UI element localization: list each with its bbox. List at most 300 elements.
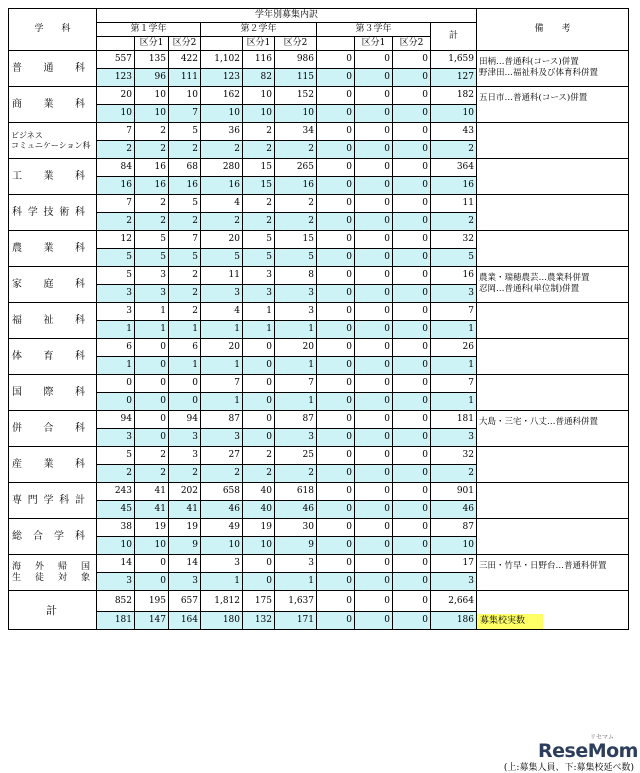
lower-value: 0 (355, 249, 393, 267)
remarks-cell (477, 159, 629, 195)
upper-value: 3 (135, 267, 169, 285)
upper-value: 15 (275, 231, 317, 249)
upper-value: 1,812 (201, 591, 243, 612)
lower-value: 46 (431, 501, 477, 519)
upper-value: 852 (97, 591, 135, 612)
upper-value: 0 (317, 411, 355, 429)
table-row (9, 159, 629, 177)
lower-value: 10 (431, 105, 477, 123)
upper-value: 195 (135, 591, 169, 612)
upper-value: 36 (201, 123, 243, 141)
lower-value: 0 (355, 465, 393, 483)
lower-value: 2 (97, 141, 135, 159)
lower-value: 0 (393, 501, 431, 519)
upper-value: 0 (393, 375, 431, 393)
upper-value: 25 (275, 447, 317, 465)
upper-value: 3 (243, 267, 275, 285)
upper-value: 0 (355, 375, 393, 393)
upper-value: 15 (243, 159, 275, 177)
lower-value: 0 (355, 393, 393, 411)
remarks-cell: 農業・瑞穂農芸…農業科併置 忍岡…普通科(単位制)併置 (477, 267, 629, 303)
upper-value: 0 (317, 375, 355, 393)
lower-value: 3 (97, 429, 135, 447)
upper-value: 3 (275, 303, 317, 321)
lower-value: 3 (275, 429, 317, 447)
lower-value: 171 (275, 612, 317, 630)
upper-value: 0 (243, 555, 275, 573)
upper-value: 11 (201, 267, 243, 285)
upper-value: 0 (317, 267, 355, 285)
upper-value: 1,102 (201, 51, 243, 69)
lower-value: 2 (169, 285, 201, 303)
upper-value: 0 (393, 303, 431, 321)
upper-value: 2 (243, 123, 275, 141)
upper-value: 0 (393, 231, 431, 249)
lower-value: 96 (135, 69, 169, 87)
subject-name: 併 合 科 (9, 411, 97, 447)
header-year3-blank (317, 37, 355, 51)
lower-value: 0 (317, 537, 355, 555)
lower-value: 0 (317, 141, 355, 159)
upper-value: 0 (355, 591, 393, 612)
upper-value: 658 (201, 483, 243, 501)
upper-value: 0 (355, 231, 393, 249)
upper-value: 0 (393, 87, 431, 105)
lower-value: 1 (201, 573, 243, 591)
lower-value: 10 (97, 105, 135, 123)
lower-value: 9 (275, 537, 317, 555)
subject-name: 科学技術科 (9, 195, 97, 231)
lower-value: 0 (243, 573, 275, 591)
header-year2: 第２学年 (201, 23, 317, 37)
upper-value: 202 (169, 483, 201, 501)
lower-value: 0 (393, 612, 431, 630)
upper-value: 0 (393, 123, 431, 141)
lower-value: 0 (355, 105, 393, 123)
upper-value: 0 (317, 339, 355, 357)
lower-value: 0 (355, 429, 393, 447)
lower-value: 2 (135, 213, 169, 231)
table-row (9, 267, 629, 285)
upper-value: 11 (431, 195, 477, 213)
upper-value: 10 (135, 87, 169, 105)
upper-value: 2 (135, 123, 169, 141)
upper-value: 2 (275, 195, 317, 213)
upper-value: 557 (97, 51, 135, 69)
subject-name: 工 業 科 (9, 159, 97, 195)
lower-value: 10 (243, 105, 275, 123)
lower-value: 1 (275, 573, 317, 591)
watermark-text-a: Rese (538, 740, 588, 762)
lower-value: 0 (135, 429, 169, 447)
lower-value: 1 (97, 357, 135, 375)
upper-value: 0 (355, 411, 393, 429)
upper-value: 280 (201, 159, 243, 177)
watermark-text-b: Mom (587, 740, 638, 762)
upper-value: 0 (317, 555, 355, 573)
lower-value: 9 (169, 537, 201, 555)
lower-value: 181 (97, 612, 135, 630)
table-row (9, 519, 629, 537)
subject-name: 産 業 科 (9, 447, 97, 483)
lower-value: 0 (355, 537, 393, 555)
lower-value: 0 (393, 69, 431, 87)
lower-value: 1 (201, 357, 243, 375)
upper-value: 87 (431, 519, 477, 537)
lower-value: 0 (317, 177, 355, 195)
lower-value: 0 (317, 249, 355, 267)
lower-value: 0 (317, 429, 355, 447)
remarks-cell (477, 231, 629, 267)
lower-value: 16 (275, 177, 317, 195)
lower-value: 0 (135, 357, 169, 375)
header-breakdown-title: 学年別募集内訳 (97, 9, 477, 23)
resemom-watermark (538, 734, 638, 762)
lower-value: 10 (243, 537, 275, 555)
lower-value: 16 (201, 177, 243, 195)
lower-value: 3 (431, 429, 477, 447)
lower-value: 1 (135, 321, 169, 339)
lower-value: 0 (393, 465, 431, 483)
subject-name: 専門学科計 (9, 483, 97, 519)
table-row (9, 123, 629, 141)
lower-value: 186 (431, 612, 477, 630)
table-row (9, 195, 629, 213)
lower-value: 132 (243, 612, 275, 630)
upper-value: 0 (135, 339, 169, 357)
lower-value: 5 (431, 249, 477, 267)
upper-value: 87 (201, 411, 243, 429)
remarks-cell (477, 519, 629, 555)
upper-value: 0 (393, 447, 431, 465)
subject-name: 海外帰国 生徒対象 (9, 555, 97, 591)
upper-value: 0 (355, 267, 393, 285)
upper-value: 181 (431, 411, 477, 429)
upper-value: 0 (243, 375, 275, 393)
lower-value: 0 (317, 465, 355, 483)
lower-value: 3 (431, 573, 477, 591)
lower-value: 2 (97, 465, 135, 483)
header-subject: 学 科 (9, 9, 97, 51)
recruitment-table (8, 8, 629, 630)
lower-value: 10 (201, 105, 243, 123)
lower-value: 0 (243, 393, 275, 411)
upper-value: 2 (135, 447, 169, 465)
lower-value: 2 (243, 213, 275, 231)
lower-value: 1 (169, 357, 201, 375)
lower-value: 5 (275, 249, 317, 267)
upper-value: 6 (169, 339, 201, 357)
upper-value: 27 (201, 447, 243, 465)
upper-value: 43 (431, 123, 477, 141)
upper-value: 5 (97, 267, 135, 285)
lower-value: 111 (169, 69, 201, 87)
upper-value: 618 (275, 483, 317, 501)
header-year1-div1: 区分1 (135, 37, 169, 51)
lower-value: 10 (275, 105, 317, 123)
lower-value: 5 (243, 249, 275, 267)
remarks-cell (477, 591, 629, 630)
upper-value: 0 (317, 159, 355, 177)
upper-value: 8 (275, 267, 317, 285)
lower-value: 0 (393, 249, 431, 267)
lower-value: 15 (243, 177, 275, 195)
upper-value: 3 (97, 303, 135, 321)
lower-value: 2 (275, 141, 317, 159)
lower-value: 0 (355, 69, 393, 87)
upper-value: 19 (243, 519, 275, 537)
upper-value: 2 (135, 195, 169, 213)
lower-value: 0 (355, 321, 393, 339)
upper-value: 0 (317, 195, 355, 213)
header-year1-blank (97, 37, 135, 51)
upper-value: 2 (243, 195, 275, 213)
upper-value: 19 (135, 519, 169, 537)
lower-value: 0 (355, 357, 393, 375)
subject-name: 普 通 科 (9, 51, 97, 87)
lower-value: 46 (275, 501, 317, 519)
upper-value: 2 (169, 303, 201, 321)
upper-value: 14 (97, 555, 135, 573)
lower-value: 0 (355, 213, 393, 231)
lower-value: 46 (201, 501, 243, 519)
upper-value: 0 (317, 87, 355, 105)
header-remarks: 備 考 (477, 9, 629, 51)
header-year3: 第３学年 (317, 23, 431, 37)
lower-value: 0 (355, 177, 393, 195)
lower-value: 1 (431, 393, 477, 411)
recruitment-sheet (8, 8, 629, 630)
lower-value: 2 (275, 465, 317, 483)
lower-value: 0 (317, 69, 355, 87)
upper-value: 87 (275, 411, 317, 429)
header-year3-div1: 区分1 (355, 37, 393, 51)
upper-value: 12 (97, 231, 135, 249)
lower-value: 0 (393, 573, 431, 591)
remarks-cell (477, 339, 629, 375)
lower-value: 45 (97, 501, 135, 519)
subject-name: ビジネス コミュニケーション科 (9, 123, 97, 159)
upper-value: 7 (431, 303, 477, 321)
upper-value: 0 (393, 339, 431, 357)
header-year1: 第１学年 (97, 23, 201, 37)
upper-value: 7 (97, 195, 135, 213)
upper-value: 0 (355, 123, 393, 141)
lower-value: 40 (243, 501, 275, 519)
upper-value: 0 (135, 411, 169, 429)
upper-value: 4 (201, 195, 243, 213)
subject-name: 商 業 科 (9, 87, 97, 123)
subject-name: 福 祉 科 (9, 303, 97, 339)
upper-value: 0 (393, 159, 431, 177)
lower-value: 0 (243, 429, 275, 447)
lower-value: 0 (355, 612, 393, 630)
upper-value: 14 (169, 555, 201, 573)
upper-value: 0 (355, 159, 393, 177)
upper-value: 0 (97, 375, 135, 393)
table-row (9, 339, 629, 357)
lower-value: 2 (201, 141, 243, 159)
upper-value: 0 (355, 555, 393, 573)
upper-value: 986 (275, 51, 317, 69)
lower-value: 1 (201, 393, 243, 411)
remarks-badge: 募集校実数 (477, 614, 543, 629)
lower-value: 16 (169, 177, 201, 195)
footnote: (上:募集人員、下:募集校延べ数) (503, 763, 634, 773)
upper-value: 6 (97, 339, 135, 357)
upper-value: 7 (97, 123, 135, 141)
upper-value: 20 (275, 339, 317, 357)
upper-value: 162 (201, 87, 243, 105)
upper-value: 94 (169, 411, 201, 429)
upper-value: 1,637 (275, 591, 317, 612)
upper-value: 5 (169, 195, 201, 213)
upper-value: 0 (317, 303, 355, 321)
subject-name: 体 育 科 (9, 339, 97, 375)
upper-value: 26 (431, 339, 477, 357)
upper-value: 0 (355, 519, 393, 537)
upper-value: 49 (201, 519, 243, 537)
lower-value: 1 (275, 321, 317, 339)
remarks-cell (477, 303, 629, 339)
lower-value: 123 (201, 69, 243, 87)
lower-value: 10 (135, 537, 169, 555)
lower-value: 1 (201, 321, 243, 339)
table-row (9, 447, 629, 465)
upper-value: 0 (355, 339, 393, 357)
header-year3-div2: 区分2 (393, 37, 431, 51)
upper-value: 0 (393, 51, 431, 69)
upper-value: 0 (355, 51, 393, 69)
upper-value: 0 (317, 483, 355, 501)
table-row (9, 51, 629, 69)
lower-value: 0 (317, 573, 355, 591)
subject-name: 国 際 科 (9, 375, 97, 411)
upper-value: 0 (243, 411, 275, 429)
upper-value: 34 (275, 123, 317, 141)
upper-value: 0 (393, 483, 431, 501)
lower-value: 3 (201, 429, 243, 447)
lower-value: 16 (431, 177, 477, 195)
lower-value: 10 (431, 537, 477, 555)
upper-value: 0 (317, 519, 355, 537)
upper-value: 243 (97, 483, 135, 501)
lower-value: 0 (317, 357, 355, 375)
upper-value: 0 (317, 591, 355, 612)
lower-value: 2 (431, 213, 477, 231)
upper-value: 7 (431, 375, 477, 393)
upper-value: 38 (97, 519, 135, 537)
lower-value: 180 (201, 612, 243, 630)
upper-value: 30 (275, 519, 317, 537)
lower-value: 0 (355, 285, 393, 303)
table-row (9, 411, 629, 429)
lower-value: 3 (431, 285, 477, 303)
upper-value: 94 (97, 411, 135, 429)
lower-value: 10 (97, 537, 135, 555)
lower-value: 164 (169, 612, 201, 630)
lower-value: 0 (355, 573, 393, 591)
lower-value: 2 (135, 141, 169, 159)
upper-value: 32 (431, 447, 477, 465)
lower-value: 5 (169, 249, 201, 267)
subject-name: 計 (9, 591, 97, 630)
lower-value: 0 (393, 357, 431, 375)
lower-value: 0 (393, 285, 431, 303)
upper-value: 20 (97, 87, 135, 105)
lower-value: 0 (317, 285, 355, 303)
upper-value: 10 (169, 87, 201, 105)
lower-value: 5 (201, 249, 243, 267)
lower-value: 127 (431, 69, 477, 87)
upper-value: 7 (169, 231, 201, 249)
lower-value: 16 (135, 177, 169, 195)
header-year2-blank (201, 37, 243, 51)
remarks-cell (477, 195, 629, 231)
lower-value: 3 (169, 429, 201, 447)
upper-value: 5 (97, 447, 135, 465)
header-year2-div1: 区分1 (243, 37, 275, 51)
upper-value: 2,664 (431, 591, 477, 612)
upper-value: 3 (169, 447, 201, 465)
table-row (9, 87, 629, 105)
upper-value: 2 (243, 447, 275, 465)
upper-value: 16 (431, 267, 477, 285)
remarks-cell: 田柄…普通科(コース)併置 野津田…福祉科及び体育科併置 (477, 51, 629, 87)
remarks-cell (477, 123, 629, 159)
upper-value: 32 (431, 231, 477, 249)
upper-value: 422 (169, 51, 201, 69)
lower-value: 3 (169, 573, 201, 591)
lower-value: 1 (243, 321, 275, 339)
lower-value: 0 (393, 105, 431, 123)
upper-value: 0 (317, 123, 355, 141)
lower-value: 2 (169, 465, 201, 483)
upper-value: 0 (135, 555, 169, 573)
lower-value: 1 (431, 357, 477, 375)
upper-value: 68 (169, 159, 201, 177)
upper-value: 0 (355, 303, 393, 321)
lower-value: 10 (201, 537, 243, 555)
upper-value: 0 (393, 195, 431, 213)
upper-value: 41 (135, 483, 169, 501)
lower-value: 0 (393, 429, 431, 447)
upper-value: 20 (201, 231, 243, 249)
lower-value: 10 (135, 105, 169, 123)
upper-value: 2 (169, 267, 201, 285)
lower-value: 3 (135, 285, 169, 303)
lower-value: 82 (243, 69, 275, 87)
upper-value: 265 (275, 159, 317, 177)
lower-value: 0 (169, 393, 201, 411)
table-header (9, 9, 629, 51)
lower-value: 0 (317, 321, 355, 339)
remarks-cell (477, 375, 629, 411)
upper-value: 0 (355, 87, 393, 105)
upper-value: 0 (393, 555, 431, 573)
subject-name: 農 業 科 (9, 231, 97, 267)
lower-value: 2 (431, 465, 477, 483)
subject-name: 家 庭 科 (9, 267, 97, 303)
lower-value: 2 (201, 465, 243, 483)
upper-value: 0 (243, 339, 275, 357)
remarks-cell (477, 483, 629, 519)
table-row (9, 555, 629, 573)
upper-value: 5 (135, 231, 169, 249)
upper-value: 0 (135, 375, 169, 393)
upper-value: 0 (393, 519, 431, 537)
upper-value: 0 (355, 483, 393, 501)
